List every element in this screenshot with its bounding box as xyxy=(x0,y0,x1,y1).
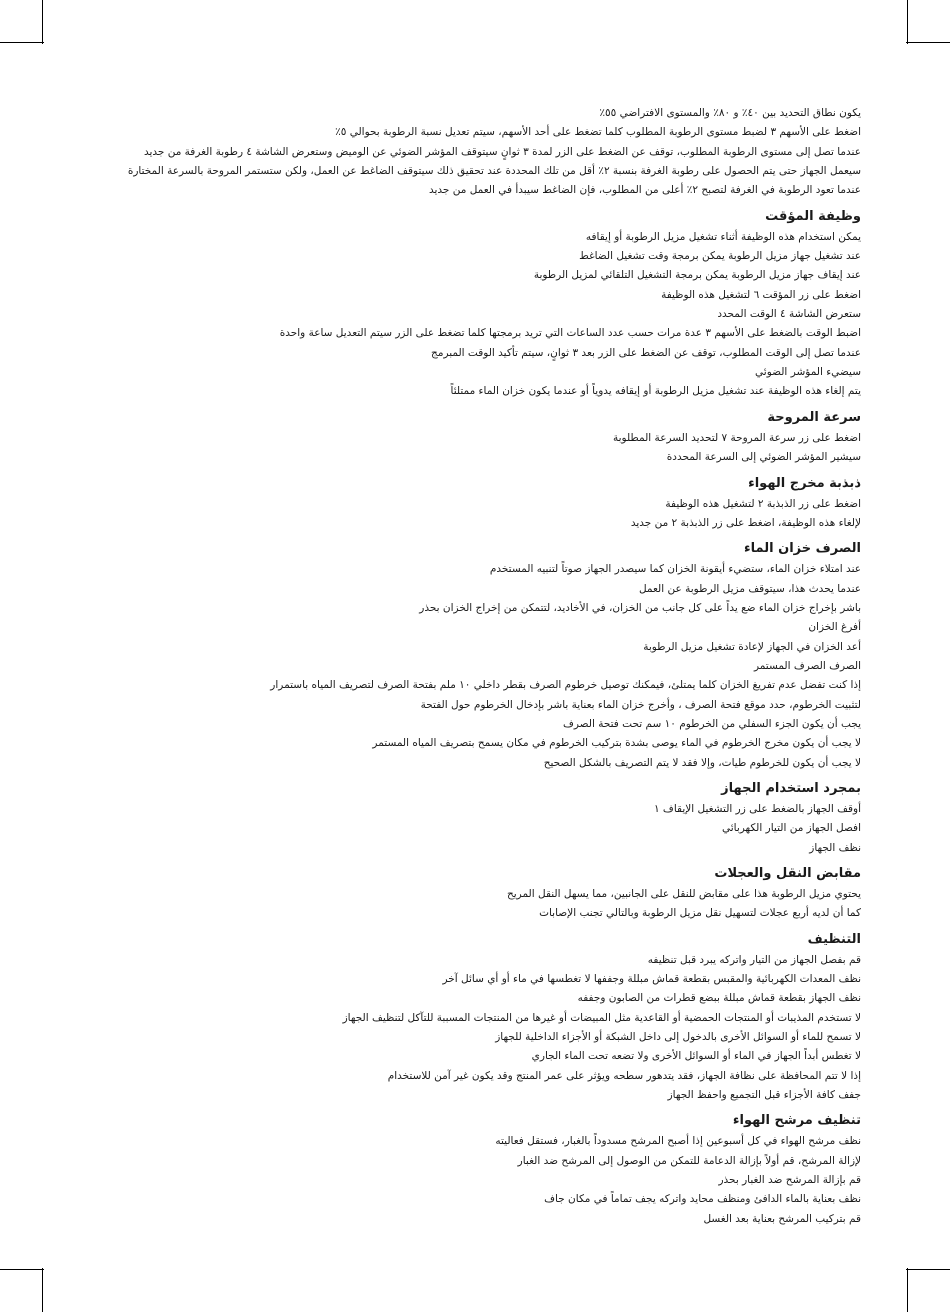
crop-mark-bottom-right-v xyxy=(907,1268,908,1312)
section-line: الصرف الصرف المستمر xyxy=(753,659,861,672)
section-line: قم بتركيب المرشح بعناية بعد الغسل xyxy=(703,1212,861,1225)
intro-line: سيعمل الجهاز حتى يتم الحصول على رطوبة الغرفة بنسبة ٢٪ أقل من تلك المحددة عند تحقيق ذلك سيتوقف الضاغط عن العمل، ولكن ستستمر المروحة بالسرعة المختارة xyxy=(127,165,861,178)
section-line: أعد الخزان في الجهاز لإعادة تشغيل مزيل الرطوبة xyxy=(643,640,861,653)
intro-block xyxy=(127,104,861,201)
section-line: باشر بإخراج خزان الماء ضع يداً على كل جانب من الخزان، في الأخاديد، لتتمكن من إخراج الخزان بحذر xyxy=(419,601,861,614)
section-handles-wheels xyxy=(178,863,861,924)
section-line: اضغط على زر المؤقت ٦ لتشغيل هذه الوظيفة xyxy=(661,288,861,301)
section-title: سرعة المروحة xyxy=(767,409,861,425)
manual-page-content xyxy=(127,104,861,1229)
section-title: تنظيف مرشح الهواء xyxy=(732,1113,861,1129)
section-line: اضغط على زر الذبذبة ٢ لتشغيل هذه الوظيفة xyxy=(665,497,861,510)
section-line: لإلغاء هذه الوظيفة، اضغط على زر الذبذبة ٢ من جديد xyxy=(630,516,861,529)
section-line: لتثبيت الخرطوم، حدد موقع فتحة الصرف ، وأخرج خزان الماء بعناية باشر بإدخال الخرطوم حول الفتحة xyxy=(420,698,861,711)
section-line: عندما تصل إلى الوقت المطلوب، توقف عن الضغط على الزر بعد ٣ ثوانٍ، سيتم تأكيد الوقت المبرمج xyxy=(431,346,861,359)
section-line: نظف المعدات الكهربائية والمقبس بقطعة قماش مبللة وجففها لا تغطسها في ماء أو أي سائل آخر xyxy=(442,973,861,986)
section-line: جفف كافة الأجزاء قبل التجميع واحفظ الجهاز xyxy=(667,1089,861,1102)
intro-line: عندما تعود الرطوبة في الغرفة لتصبح ٢٪ أعلى من المطلوب، فإن الضاغط سيبدأ في العمل من جديد xyxy=(428,184,861,197)
section-line: لا تسمح للماء أو السوائل الأخرى بالدخول إلى داخل الشبكة أو الأجزاء الداخلية للجهاز xyxy=(495,1031,861,1044)
section-line: افصل الجهاز من التيار الكهربائي xyxy=(721,822,861,835)
crop-mark-bottom-left-h xyxy=(0,1269,44,1270)
section-line: أفرغ الخزان xyxy=(808,621,861,634)
section-line: لا يجب أن يكون للخرطوم طيات، وإلا فقد لا يتم التصريف بالشكل الصحيح xyxy=(543,756,861,769)
section-drainage xyxy=(178,538,861,773)
section-title: ذبذبة مخرج الهواء xyxy=(748,475,861,491)
section-line: لا يجب أن يكون مخرج الخرطوم في الماء يوصى بشدة بتركيب الخرطوم في مكان يسمح بتصريف المياه المستمر xyxy=(372,737,861,750)
section-line: يجب أن يكون الجزء السفلي من الخرطوم ١٠ سم تحت فتحة الصرف xyxy=(562,717,861,730)
section-title: بمجرد استخدام الجهاز xyxy=(721,780,861,796)
section-line: إذا لا تتم المحافظة على نظافة الجهاز، فقد يتدهور سطحه ويؤثر على عمر المنتج وقد يكون غير آمن للاستخدام xyxy=(387,1069,861,1082)
section-line: عندما يحدث هذا، سيتوقف مزيل الرطوبة عن العمل xyxy=(638,582,861,595)
crop-mark-top-left-v xyxy=(42,0,43,44)
section-line: يمكن استخدام هذه الوظيفة أثناء تشغيل مزيل الرطوبة أو إيقافه xyxy=(585,230,861,243)
section-title: الصرف خزان الماء xyxy=(744,541,861,557)
section-line: عند إيقاف جهاز مزيل الرطوبة يمكن برمجة التشغيل التلقائي لمزيل الرطوبة xyxy=(533,269,861,282)
crop-mark-top-left-h xyxy=(0,42,44,43)
section-line: عند تشغيل جهاز مزيل الرطوبة يمكن برمجة وقت تشغيل الضاغط xyxy=(579,250,861,263)
section-line: نظف الجهاز xyxy=(809,841,861,854)
section-title: مقابض النقل والعجلات xyxy=(714,866,861,881)
section-line: سيشير المؤشر الضوئي إلى السرعة المحددة xyxy=(666,451,861,464)
section-air-outlet-swing xyxy=(178,473,861,534)
section-line: قم بإزالة المرشح ضد الغبار بحذر xyxy=(718,1174,861,1187)
section-line: نظف الجهاز بقطعة قماش مبللة ببضع قطرات من الصابون وجففه xyxy=(577,992,861,1005)
section-line: كما أن لديه أربع عجلات لتسهيل نقل مزيل الرطوبة وبالتالي تجنب الإصابات xyxy=(539,907,861,920)
intro-line: عندما تصل إلى مستوى الرطوبة المطلوب، توقف عن الضغط على الزر لمدة ٣ ثوانٍ سيتوقف المؤشر الضوئي عن الوميض وستعرض الشاشة ٤ رطوبة الغرفة من جديد xyxy=(143,145,861,158)
section-line: سيضيء المؤشر الضوئي xyxy=(755,366,861,379)
section-timer xyxy=(178,206,861,402)
crop-mark-bottom-left-v xyxy=(42,1268,43,1312)
section-line: عند امتلاء خزان الماء، ستضيء أيقونة الخزان كما سيصدر الجهاز صوتاً لتنبيه المستخدم xyxy=(489,563,861,576)
section-line: لإزالة المرشح، قم أولاً بإزالة الدعامة للتمكن من الوصول إلى المرشح ضد الغبار xyxy=(517,1154,861,1167)
intro-line: يكون نطاق التحديد بين ٤٠٪ و ٨٠٪ والمستوى الافتراضي ٥٥٪ xyxy=(599,107,861,119)
section-line: اضبط الوقت بالضغط على الأسهم ٣ عدة مرات حسب عدد الساعات التي تريد برمجتها كلما تضغط على الزر سيتم التعديل ساعة واحدة xyxy=(279,327,861,340)
section-fan-speed xyxy=(178,407,861,468)
section-line: قم بفصل الجهاز من التيار واتركه يبرد قبل تنظيفه xyxy=(647,953,861,966)
section-line: أوقف الجهاز بالضغط على زر التشغيل الإيقاف ١ xyxy=(653,802,861,815)
section-cleaning xyxy=(178,929,861,1106)
section-air-filter-cleaning xyxy=(178,1110,861,1229)
section-line: اضغط على زر سرعة المروحة ٧ لتحديد السرعة المطلوبة xyxy=(612,431,861,444)
section-line: نظف مرشح الهواء في كل أسبوعين إذا أصبح المرشح مسدوداً بالغبار، فستقل فعاليته xyxy=(495,1135,861,1148)
section-title: وظيفة المؤقت xyxy=(765,208,861,224)
crop-mark-bottom-right-h xyxy=(906,1269,950,1270)
section-line: لا تستخدم المذيبات أو المنتجات الحمضية أو القاعدية مثل المبيضات أو غيرها من المنتجات المسببة للتآكل لتنظيف الجهاز xyxy=(342,1011,861,1024)
section-line: إذا كنت تفضل عدم تفريغ الخزان كلما يمتلئ، فيمكنك توصيل خرطوم الصرف بقطر داخلي ١٠ ملم بفتحة الصرف لتصريف المياه باستمرار xyxy=(270,679,861,692)
crop-mark-top-right-v xyxy=(907,0,908,44)
intro-line: اضغط على الأسهم ٣ لضبط مستوى الرطوبة المطلوب كلما تضغط على أحد الأسهم، سيتم تعديل نسبة الرطوبة بحوالي ٥٪ xyxy=(335,126,861,139)
section-after-use xyxy=(178,778,861,858)
section-line: يتم إلغاء هذه الوظيفة عند تشغيل مزيل الرطوبة أو إيقافه يدوياً أو عندما يكون خزان الماء ممتلئاً xyxy=(450,385,861,398)
section-title: التنظيف xyxy=(807,931,861,947)
crop-mark-top-right-h xyxy=(906,42,950,43)
section-line: يحتوي مزيل الرطوبة هذا على مقابض للنقل على الجانبين، مما يسهل النقل المريح xyxy=(506,888,861,900)
section-line: نظف بعناية بالماء الدافئ ومنظف محايد واتركه يجف تماماً في مكان جاف xyxy=(544,1193,861,1206)
section-line: ستعرض الشاشة ٤ الوقت المحدد xyxy=(717,308,861,321)
section-line: لا تغطس أبداً الجهاز في الماء أو السوائل الأخرى ولا تضعه تحت الماء الجاري xyxy=(531,1050,861,1063)
